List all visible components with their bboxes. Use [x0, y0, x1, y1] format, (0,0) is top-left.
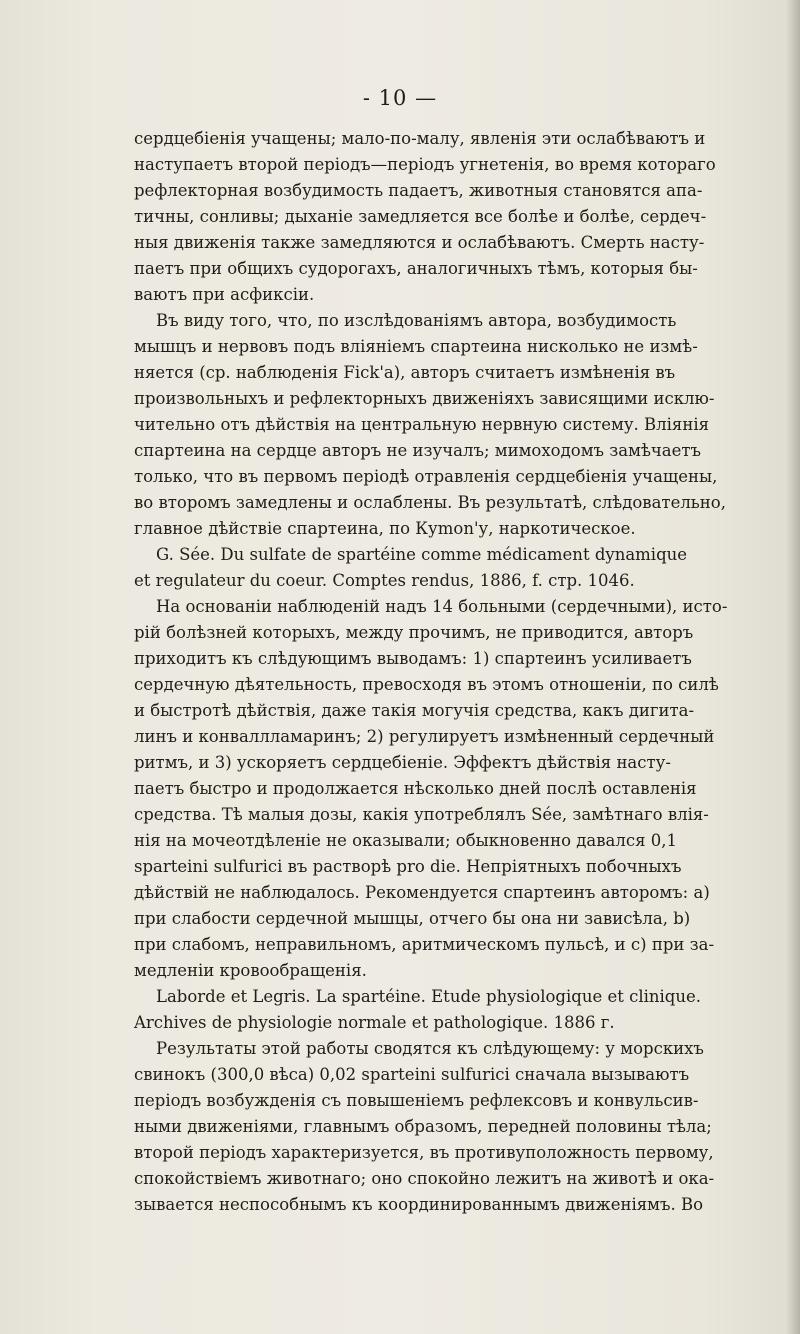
text-line: ваютъ при асфиксіи. [134, 285, 315, 304]
text-line: зывается неспособнымъ къ координированнымъ движеніямъ. Во [134, 1195, 704, 1214]
text-line: спартеина на сердце авторъ не изучалъ; мимоходомъ замѣчаетъ [134, 441, 702, 460]
text-line: періодъ возбужденія съ повышеніемъ рефлексовъ и конвульсив- [134, 1091, 699, 1110]
text-line: свинокъ (300,0 вѣса) 0,02 sparteini sulfurici сначала вызываютъ [134, 1065, 690, 1084]
page-number: - 10 — [362, 86, 438, 110]
text-line: Результаты этой работы сводятся къ слѣдующему: у морскихъ [156, 1039, 704, 1058]
text-line: нія на мочеотдѣленіе не оказывали; обыкновенно давался 0,1 [134, 831, 677, 850]
text-line: мышцъ и нервовъ подъ вліяніемъ спартеина нисколько не измѣ- [134, 337, 698, 356]
text-line: рій болѣзней которыхъ, между прочимъ, не приводится, авторъ [134, 623, 694, 642]
text-line: наступаетъ второй періодъ—періодъ угнетенія, во время котораго [134, 155, 716, 174]
text-line: sparteini sulfurici въ растворѣ pro die. Непріятныхъ побочныхъ [134, 857, 682, 876]
page-edge-shadow [786, 0, 800, 1334]
text-line: тичны, сонливы; дыханіе замедляется все болѣе и болѣе, сердеч- [134, 207, 707, 226]
text-line: Въ виду того, что, по изслѣдованіямъ автора, возбудимость [156, 311, 677, 330]
text-line: ныя движенія также замедляются и ослабѣваютъ. Смерть насту- [134, 233, 705, 252]
text-line: сердечную дѣятельность, превосходя въ этомъ отношеніи, по силѣ [134, 675, 719, 694]
text-line: рефлекторная возбудимость падаетъ, животныя становятся апа- [134, 181, 703, 200]
text-line: медленіи кровообращенія. [134, 961, 367, 980]
text-line: только, что въ первомъ періодѣ отравленія сердцебіенія учащены, [134, 467, 718, 486]
text-line: главное дѣйствіе спартеина, по Куmon'у, наркотическое. [134, 519, 636, 538]
text-line: второй періодъ характеризуется, въ противуположность первому, [134, 1143, 714, 1162]
text-line: ритмъ, и 3) ускоряетъ сердцебіеніе. Эффектъ дѣйствія насту- [134, 753, 671, 772]
text-line: средства. Тѣ малыя дозы, какія употреблялъ Sée, замѣтнаго влія- [134, 805, 709, 824]
text-line: няется (ср. наблюденія Fick'а), авторъ считаетъ измѣненія въ [134, 363, 676, 382]
text-line: На основаніи наблюденій надъ 14 больными (сердечными), исто- [156, 597, 728, 616]
citation-line: Laborde et Legris. La spartéine. Etude physiologique et clinique. [156, 987, 701, 1006]
text-line: паетъ быстро и продолжается нѣсколько дней послѣ оставленія [134, 779, 697, 798]
text-line: спокойствіемъ животнаго; оно спокойно лежитъ на животѣ и ока- [134, 1169, 715, 1188]
text-line: произвольныхъ и рефлекторныхъ движеніяхъ зависящими исклю- [134, 389, 715, 408]
text-line: ными движеніями, главнымъ образомъ, передней половины тѣла; [134, 1117, 712, 1136]
text-line: приходитъ къ слѣдующимъ выводамъ: 1) спартеинъ усиливаетъ [134, 649, 692, 668]
body-text [134, 126, 774, 1326]
text-line: линъ и конваллламаринъ; 2) регулируетъ измѣненный сердечный [134, 727, 715, 746]
citation-line: Archives de physiologie normale et pathologique. 1886 г. [134, 1013, 615, 1032]
text-line: при слабомъ, неправильномъ, аритмическомъ пульсѣ, и c) при за- [134, 935, 715, 954]
text-line: при слабости сердечной мышцы, отчего бы она ни зависѣла, b) [134, 909, 691, 928]
text-line: сердцебіенія учащены; мало-по-малу, явленія эти ослабѣваютъ и [134, 129, 706, 148]
text-line: и быстротѣ дѣйствія, даже такія могучія средства, какъ дигита- [134, 701, 695, 720]
text-line: паетъ при общихъ судорогахъ, аналогичныхъ тѣмъ, которыя бы- [134, 259, 698, 278]
text-line: чительно отъ дѣйствія на центральную нервную систему. Вліянія [134, 415, 710, 434]
text-line: во второмъ замедлены и ослаблены. Въ результатѣ, слѣдовательно, [134, 493, 726, 512]
text-line: дѣйствій не наблюдалось. Рекомендуется спартеинъ авторомъ: a) [134, 883, 710, 902]
citation-line: G. Sée. Du sulfate de spartéine comme médicament dynamique [156, 545, 688, 564]
citation-line: et regulateur du coeur. Comptes rendus, 1886, f. стр. 1046. [134, 571, 635, 590]
